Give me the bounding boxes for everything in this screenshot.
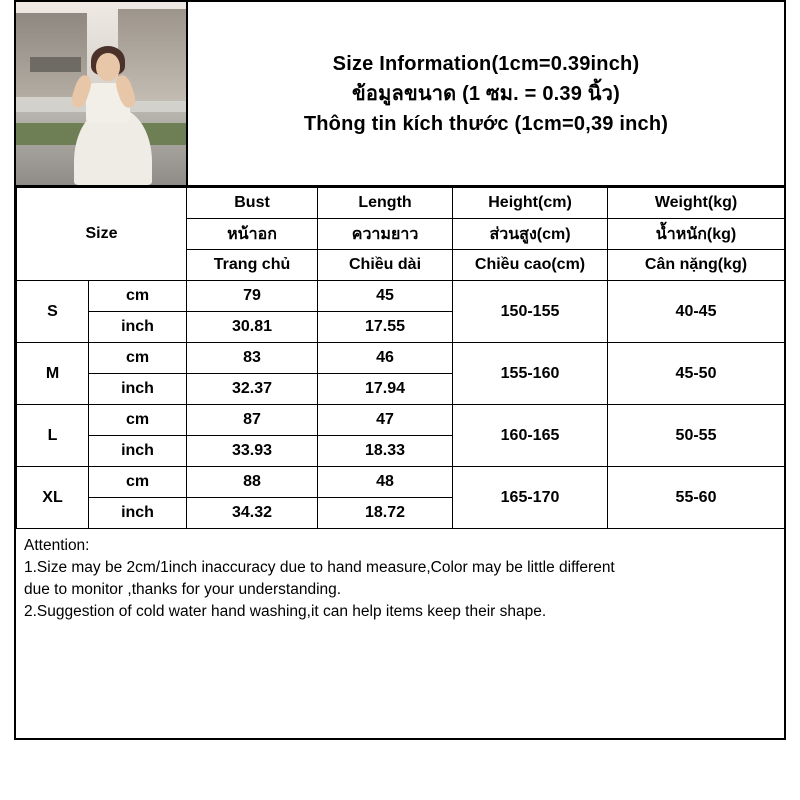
row-m-bust-inch: 32.37 [187,374,318,405]
row-s-height: 150-155 [453,281,608,343]
row-xl-length-inch: 18.72 [318,498,453,529]
row-s-unit-cm: cm [89,281,187,312]
attention-heading: Attention: [24,537,90,554]
row-size-m: M [17,343,89,405]
photo-awning [30,57,81,72]
chart-header [16,2,784,187]
title-line-en: Size Information(1cm=0.39inch) [332,52,640,75]
bust-header-th: หน้าอก [187,219,318,250]
length-header-th: ความยาว [318,219,453,250]
row-l-unit-inch: inch [89,436,187,467]
row-xl-height: 165-170 [453,467,608,529]
attention-line-3: 2.Suggestion of cold water hand washing,it can help items keep their shape. [24,603,547,620]
attention-block [16,529,784,627]
height-header-vi: Chiều cao(cm) [453,250,608,281]
size-chart-sheet [14,0,786,740]
chart-title-block [188,2,784,185]
table-row [17,343,785,374]
row-s-length-inch: 17.55 [318,312,453,343]
length-header-vi: Chiều dài [318,250,453,281]
size-table [16,187,785,529]
row-m-unit-inch: inch [89,374,187,405]
row-m-weight: 45-50 [608,343,785,405]
weight-header-en: Weight(kg) [608,188,785,219]
row-m-unit-cm: cm [89,343,187,374]
row-l-length-inch: 18.33 [318,436,453,467]
row-l-bust-inch: 33.93 [187,436,318,467]
row-s-weight: 40-45 [608,281,785,343]
row-s-bust-inch: 30.81 [187,312,318,343]
model-photo [16,2,188,185]
table-row [17,281,785,312]
height-header-th: ส่วนสูง(cm) [453,219,608,250]
row-s-bust-cm: 79 [187,281,318,312]
attention-line-2: due to monitor ,thanks for your understanding. [24,581,342,598]
row-m-length-cm: 46 [318,343,453,374]
bust-header-vi: Trang chủ [187,250,318,281]
photo-model-head [96,53,120,80]
row-l-bust-cm: 87 [187,405,318,436]
size-header-label: Size [17,188,187,281]
bust-header-en: Bust [187,188,318,219]
row-xl-unit-cm: cm [89,467,187,498]
row-xl-bust-inch: 34.32 [187,498,318,529]
title-line-vi: Thông tin kích thước (1cm=0,39 inch) [303,112,669,135]
row-m-height: 155-160 [453,343,608,405]
row-l-length-cm: 47 [318,405,453,436]
weight-header-vi: Cân nặng(kg) [608,250,785,281]
table-row [17,467,785,498]
row-size-l: L [17,405,89,467]
row-xl-bust-cm: 88 [187,467,318,498]
row-l-height: 160-165 [453,405,608,467]
row-xl-unit-inch: inch [89,498,187,529]
row-s-unit-inch: inch [89,312,187,343]
row-m-bust-cm: 83 [187,343,318,374]
row-size-s: S [17,281,89,343]
weight-header-th: น้ำหนัก(kg) [608,219,785,250]
row-l-unit-cm: cm [89,405,187,436]
row-xl-weight: 55-60 [608,467,785,529]
row-s-length-cm: 45 [318,281,453,312]
row-l-weight: 50-55 [608,405,785,467]
row-xl-length-cm: 48 [318,467,453,498]
row-size-xl: XL [17,467,89,529]
row-m-length-inch: 17.94 [318,374,453,405]
table-header-row-en [17,188,785,219]
table-row [17,405,785,436]
length-header-en: Length [318,188,453,219]
attention-line-1: 1.Size may be 2cm/1inch inaccuracy due to hand measure,Color may be little different [24,559,615,576]
title-line-th: ข้อมูลขนาด (1 ซม. = 0.39 นิ้ว) [352,82,620,105]
height-header-en: Height(cm) [453,188,608,219]
